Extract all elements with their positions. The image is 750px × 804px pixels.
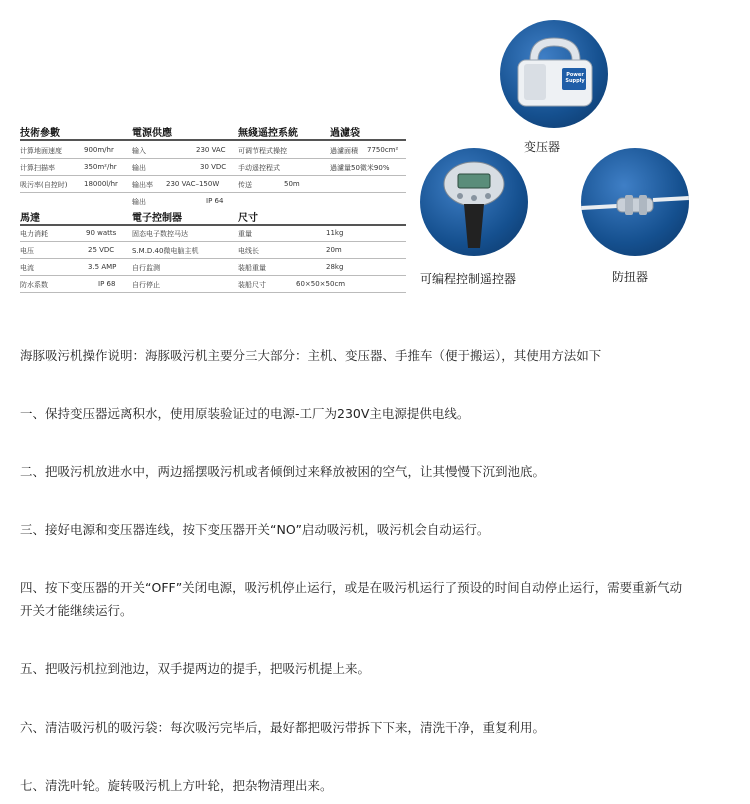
spec-cell: IP 68 [98, 280, 116, 288]
spec-header: 技術參數 [20, 128, 60, 139]
spec-cell: 7750cm² [367, 146, 399, 154]
spec-cell: 计算地面速度 [20, 147, 62, 155]
step-6: 六、清洁吸污机的吸污袋：每次吸污完毕后，最好都把吸污带拆下下来，清洗干净，重复利用。 [20, 720, 546, 735]
spec-cell: S.M.D.40微电脑主机 [132, 247, 199, 255]
spec-cell: 手动遥控程式 [238, 164, 280, 172]
spec-cell: 90 watts [86, 229, 117, 237]
spec-cell: 计算扫描率 [20, 164, 55, 172]
spec-cell: 過濾面積 [330, 147, 358, 155]
spec-cell: 吸污率(自控时) [20, 181, 68, 189]
divider [20, 175, 406, 176]
divider [20, 258, 406, 259]
spec-cell: 电压 [20, 247, 34, 255]
divider [20, 275, 406, 276]
spec-cell: 可调节程式操控 [238, 147, 287, 155]
step-2: 二、把吸污机放进水中，两边摇摆吸污机或者倾倒过来释放被困的空气，让其慢慢下沉到池底。 [20, 464, 546, 479]
transformer-caption: 变压器 [524, 140, 561, 154]
spec-cell: 输出 [132, 164, 146, 172]
step-5: 五、把吸污机拉到池边，双手提两边的提手，把吸污机提上来。 [20, 661, 371, 676]
spec-cell: 电线长 [238, 247, 259, 255]
spec-cell: 装船重量 [238, 264, 266, 272]
divider [20, 158, 406, 159]
spec-cell: 防水系数 [20, 281, 48, 289]
spec-cell: 电力消耗 [20, 230, 48, 238]
spec-cell: 230 VAC–150W [166, 180, 220, 188]
spec-header: 馬達 [20, 213, 40, 224]
divider [20, 139, 406, 141]
spec-cell: 50m [284, 180, 300, 188]
transformer-image [500, 20, 608, 128]
spec-cell: 28kg [326, 263, 344, 271]
spec-header: 尺寸 [238, 213, 258, 224]
divider [20, 192, 406, 193]
step-1: 一、保持变压器远离积水，使用原装验证过的电源-工厂为230V主电源提供电线。 [20, 406, 470, 421]
step-3: 三、接好电源和变压器连线，按下变压器开关“NO”启动吸污机，吸污机会自动运行。 [20, 522, 490, 537]
spec-cell: 输出 [132, 198, 146, 206]
spec-header: 電子控制器 [132, 213, 182, 224]
spec-cell: 重量 [238, 230, 252, 238]
step-4-continued: 开关才能继续运行。 [20, 603, 133, 618]
spec-cell: 30 VDC [200, 163, 227, 171]
spec-header: 過濾袋 [330, 128, 360, 139]
spec-cell: 电流 [20, 264, 34, 272]
spec-table [20, 124, 406, 292]
step-7: 七、清洗叶轮。旋转吸污机上方叶轮，把杂物清理出来。 [20, 778, 333, 793]
intro-paragraph: 海豚吸污机操作说明：海豚吸污机主要分三大部分：主机、变压器、手推车（便于搬运），其使用方法如下 [20, 348, 602, 363]
spec-cell: 25 VDC [88, 246, 115, 254]
spec-cell: 過濾量50微米90% [330, 164, 390, 172]
step-4: 四、按下变压器的开关“OFF”关闭电源，吸污机停止运行，或是在吸污机运行了预设的时间自动停止运行，需要重新气动 [20, 580, 683, 595]
spec-cell: 11kg [326, 229, 344, 237]
spec-cell: 350m²/hr [84, 163, 117, 171]
spec-cell: 传送 [238, 181, 252, 189]
spec-cell: 18000l/hr [84, 180, 118, 188]
divider [20, 292, 406, 293]
spec-cell: 230 VAC [196, 146, 226, 154]
power-supply-label: Power Supply [565, 72, 585, 84]
spec-cell: 20m [326, 246, 342, 254]
spec-cell: 自行停止 [132, 281, 160, 289]
spec-cell: 900m/hr [84, 146, 114, 154]
spec-cell: 固态电子数控马达 [132, 230, 188, 238]
spec-header: 電源供應 [132, 128, 172, 139]
spec-cell: IP 64 [206, 197, 224, 205]
spec-cell: 60×50×50cm [296, 280, 346, 288]
spec-cell: 输入 [132, 147, 146, 155]
remote-control-caption: 可编程控制遥控器 [420, 272, 517, 286]
swivel-image [581, 148, 689, 256]
spec-cell: 自行监测 [132, 264, 160, 272]
spec-cell: 输出率 [132, 181, 153, 189]
divider [20, 241, 406, 242]
spec-cell: 装船尺寸 [238, 281, 266, 289]
spec-header: 無綫遥控系統 [238, 128, 298, 139]
remote-control-image [420, 148, 528, 256]
divider [20, 224, 406, 226]
spec-cell: 3.5 AMP [88, 263, 117, 271]
swivel-caption: 防扭器 [612, 270, 649, 284]
